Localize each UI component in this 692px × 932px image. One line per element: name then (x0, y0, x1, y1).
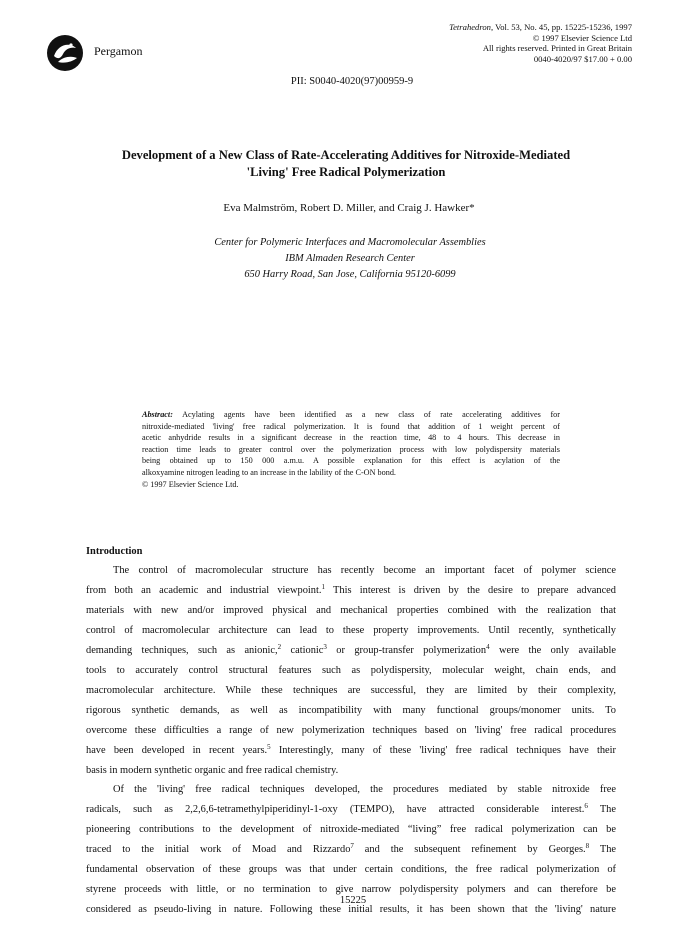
affiliation-line: 650 Harry Road, San Jose, California 95120-6099 (244, 269, 456, 280)
body-text-run: pioneering contributions to the development of nitroxide-mediated “living” free radical polymerization can be (86, 824, 616, 836)
reference-number: 2 (277, 642, 282, 651)
body-text-run: have been developed in recent years. (86, 744, 268, 756)
body-line (86, 800, 616, 820)
rights-line: All rights reserved. Printed in Great Britain (482, 43, 632, 54)
body-line (86, 761, 616, 781)
author-list: Eva Malmström, Robert D. Miller, and Craig J. Hawker* (223, 202, 475, 214)
title-line: 'Living' Free Radical Polymerization (246, 165, 446, 179)
page-number: 15225 (339, 895, 367, 906)
body-line (86, 860, 616, 880)
body-text-run: materials with new and/or improved physical and mechanical properties combined with the realization that (86, 604, 616, 616)
body-text-run: Interestingly, many of these 'living' free radical techniques have their (270, 744, 616, 756)
body-line (86, 601, 616, 621)
journal-citation-block (449, 22, 632, 64)
abstract-line: nitroxide-mediated 'living' free radical polymerization. It is found that addition of 1 weight percent of (142, 421, 560, 431)
abstract (142, 409, 560, 490)
body-text (86, 561, 616, 920)
citation-details: , Vol. 53, No. 45, pp. 15225-15236, 1997 (490, 22, 632, 32)
price-line: 0040-4020/97 $17.00 + 0.00 (533, 53, 632, 64)
body-text-run: demanding techniques, such as anionic, (86, 644, 278, 656)
body-text-run: The (589, 844, 616, 856)
body-text-run: fundamental observation of these groups was that under certain conditions, the free radical polymerization of (86, 864, 616, 876)
body-text-run: and the subsequent refinement by Georges. (353, 844, 586, 856)
affiliation-line: Center for Polymeric Interfaces and Macromolecular Assemblies (214, 237, 486, 248)
journal-citation (449, 22, 632, 33)
reference-number: 8 (585, 842, 590, 851)
pii-identifier: PII: S0040-4020(97)00959-9 (290, 76, 414, 87)
abstract-line: acetic anhydride results in a significant decrease in the reaction time, 48 to 4 hours. This decrease in (142, 433, 560, 443)
reference-number: 6 (584, 802, 588, 811)
body-text-run: The control of macromolecular structure has recently become an important facet of polymer science (113, 565, 616, 576)
abstract-line: being obtained up to 150 000 a.m.u. A possible explanation for this effect is acylation of the (142, 456, 560, 466)
body-line (86, 701, 616, 721)
body-line (86, 661, 616, 681)
reference-number: 3 (323, 642, 327, 651)
body-text-run: radicals, such as 2,2,6,6-tetramethylpiperidinyl-1-oxy (TEMPO), have attracted considerable interest. (86, 804, 585, 816)
body-text-run: overcome these difficulties a range of new polymerization techniques based on 'living' free radical procedures (86, 724, 616, 736)
body-text-run: styrene proceeds with little, or no termination to give narrow polydispersity polymers and can therefore be (86, 884, 616, 896)
copyright-line: © 1997 Elsevier Science Ltd (532, 32, 632, 43)
reference-number: 7 (350, 842, 354, 851)
reference-number: 1 (321, 582, 325, 591)
affiliation-line: IBM Almaden Research Center (285, 253, 415, 264)
body-text-run: This interest is driven by the desire to prepare advanced (325, 584, 616, 596)
pergamon-logo (46, 34, 84, 72)
publisher-name: Pergamon (94, 44, 143, 58)
body-text-run: or group-transfer polymerization (326, 644, 487, 656)
body-text-run: control of macromolecular architecture can lead to these property improvements. Until recently, synthetically (86, 624, 616, 636)
body-text-run: rigorous synthetic demands, as well as incompatibility with many functional groups/monomer units. To (86, 704, 616, 716)
section-heading: Introduction (86, 546, 143, 557)
body-text-run: macromolecular architecture. While these techniques are successful, they are limited by their complexity, (86, 684, 616, 696)
body-line (86, 681, 616, 701)
body-line (86, 741, 616, 761)
abstract-line: reaction time leads to greater control over the polymerization process with low polydispersity materials (142, 444, 560, 454)
body-line (86, 820, 616, 840)
title-line: Development of a New Class of Rate-Accelerating Additives for Nitroxide-Mediated (121, 148, 571, 162)
body-text-run: traced to the initial work of Moad and Rizzardo (86, 844, 351, 856)
body-line (86, 780, 616, 800)
abstract-line: alkoxyamine nitrogen leading to an increase in the lability of the C-ON bond. (142, 467, 396, 477)
body-text-run: Of the 'living' free radical techniques developed, the procedures mediated by stable nitroxide free (113, 784, 616, 796)
body-text-run: basis in modern synthetic organic and free radical chemistry. (86, 764, 339, 776)
body-line (86, 581, 616, 601)
body-line (86, 621, 616, 641)
affiliation (0, 235, 692, 283)
body-text-run: The (587, 804, 616, 816)
body-line (86, 721, 616, 741)
body-text-run: cationic (281, 644, 324, 656)
body-text-run: tools to accurately control structural features such as polydispersity, molecular weight, chain ends, and (86, 664, 616, 676)
reference-number: 5 (267, 742, 271, 751)
abstract-label: Abstract: (142, 410, 173, 419)
abstract-copyright: © 1997 Elsevier Science Ltd. (142, 479, 239, 489)
body-text-run: considered as pseudo-living in nature. Following these initial results, it has been shown that the 'living' nature (86, 904, 616, 916)
reference-number: 4 (486, 642, 490, 651)
body-text-run: from both an academic and industrial viewpoint. (86, 584, 322, 596)
journal-name: Tetrahedron (449, 22, 491, 32)
body-text-run: were the only available (489, 644, 616, 656)
paper-title (60, 147, 632, 181)
body-line (86, 561, 616, 581)
abstract-line: Abstract: Acylating agents have been identified as a new class of rate accelerating additives for (142, 410, 560, 419)
body-line (86, 840, 616, 860)
body-line (86, 641, 616, 661)
